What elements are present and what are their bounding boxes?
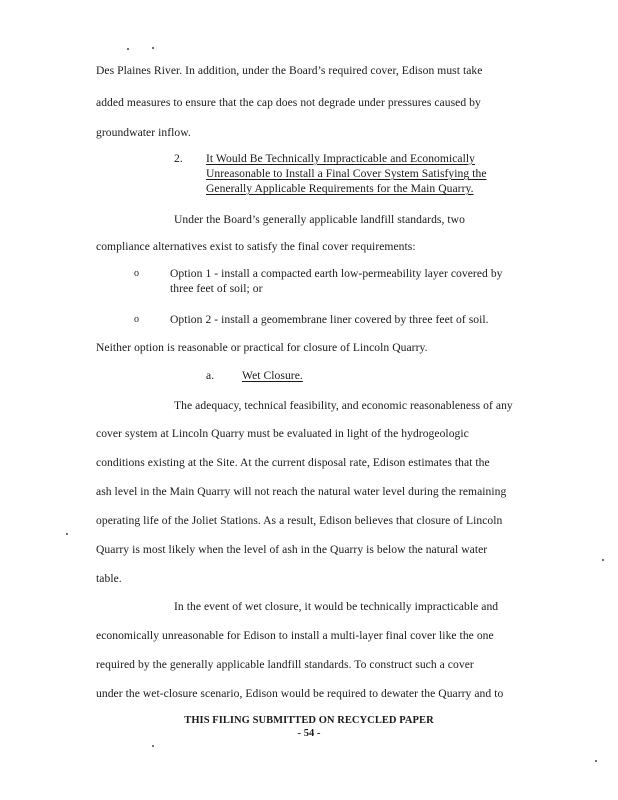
recycled-paper-notice: THIS FILING SUBMITTED ON RECYCLED PAPER [184, 715, 434, 726]
body-text-line: operating life of the Joliet Stations. As a result, Edison believes that closure of Lincoln [96, 514, 503, 527]
option-text-line: three feet of soil; or [170, 282, 263, 295]
body-text-line: economically unreasonable for Edison to install a multi-layer final cover like the one [96, 629, 494, 642]
subsection-title: Wet Closure. [242, 369, 303, 382]
body-text-line: conditions existing at the Site. At the current disposal rate, Edison estimates that the [96, 456, 490, 469]
body-text-line: required by the generally applicable landfill standards. To construct such a cover [96, 658, 474, 671]
option-text-line: Option 2 - install a geomembrane liner covered by three feet of soil. [170, 313, 489, 326]
section-number: 2. [174, 152, 183, 165]
scan-speck [152, 745, 154, 747]
scan-speck [152, 47, 154, 49]
body-text-line: Quarry is most likely when the level of ash in the Quarry is below the natural water [96, 543, 488, 556]
section-heading-line: It Would Be Technically Impracticable and Economically [206, 152, 476, 165]
body-text-line: Des Plaines River. In addition, under the Board’s required cover, Edison must take [96, 64, 483, 77]
body-text-line: compliance alternatives exist to satisfy the final cover requirements: [96, 240, 416, 253]
body-text-line: under the wet-closure scenario, Edison would be required to dewater the Quarry and to [96, 687, 504, 700]
scan-speck [127, 48, 129, 50]
body-text-line: In the event of wet closure, it would be technically impracticable and [174, 600, 499, 613]
body-text-line: Neither option is reasonable or practical for closure of Lincoln Quarry. [96, 341, 428, 354]
subsection-letter: a. [206, 369, 215, 382]
page-number: - 54 - [297, 728, 321, 739]
body-text-line: The adequacy, technical feasibility, and economic reasonableness of any [174, 399, 513, 412]
section-heading-line: Unreasonable to Install a Final Cover System Satisfying the [206, 167, 487, 180]
scan-speck [595, 760, 597, 762]
body-text-line: table. [96, 572, 122, 585]
bullet-marker: o [134, 314, 139, 325]
scan-speck [602, 559, 604, 561]
body-text-line: groundwater inflow. [96, 126, 191, 139]
bullet-marker: o [134, 268, 139, 279]
body-text-line: Under the Board’s generally applicable landfill standards, two [174, 213, 465, 226]
scan-speck [66, 533, 68, 535]
body-text-line: ash level in the Main Quarry will not reach the natural water level during the remaining [96, 485, 507, 498]
option-text-line: Option 1 - install a compacted earth low-permeability layer covered by [170, 267, 503, 280]
body-text-line: added measures to ensure that the cap does not degrade under pressures caused by [96, 96, 481, 109]
section-heading-line: Generally Applicable Requirements for the Main Quarry. [206, 182, 474, 195]
body-text-line: cover system at Lincoln Quarry must be evaluated in light of the hydrogeologic [96, 427, 469, 440]
